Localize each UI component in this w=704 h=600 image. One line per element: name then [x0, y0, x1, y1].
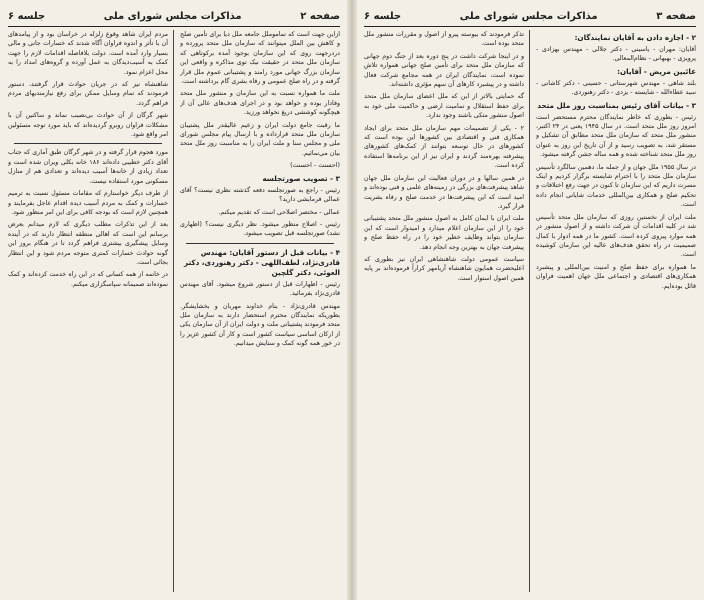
- session-number: جلسه ۶: [364, 10, 402, 22]
- section-heading: ۳ - بیانات آقای رئیس بمناسبت روز ملل متحد: [537, 100, 696, 110]
- paragraph: ملت ما همواره نسبت به این سازمان و منشور ملل متحد وفادار بوده و خواهد بود و در اجرای هدف‌های عالی آن از هیچگونه کوششی دریغ نخواهد ورزید.: [180, 90, 340, 117]
- paragraph: ما رقبت جامع دولت ایران و زعیم عالیقدر ملل پشتیبان سازمان ملل متحد قرارداده و با ارسال پیام مجلس شورای ملی و مجلس سنا و ملت ایران را به مناسبت روز ملل متحد بیان می‌نمائیم.: [180, 121, 340, 157]
- paragraph: سیاست عمومی دولت شاهنشاهی ایران نیز بطوری که اعلیحضرت همایون شاهنشاه آریامهر کراراً فرموده‌اند بر پایه همین اصول استوار است.: [364, 255, 524, 282]
- section-heading: ۴ - بیانات قبل از دستور آقایان: مهندس قادری‌نژاد، لطف‌اللهی - دکتر رهنوردی، دکتر العوئی، دکتر گلچین: [184, 247, 340, 277]
- session-number: جلسه ۶: [8, 10, 46, 22]
- paragraph: از طرف دیگر خواستارم که مقامات مسئول نسبت به ترمیم خسارات و کمک به مردم آسیب دیده اقدام عاجل بفرمایند و همچنین لازم است که بودجه کافی برای این امر منظور شود.: [8, 190, 168, 216]
- paragraph: بلند شاهی - مهندس شهرستانی - حسینی - دکتر کاشانی - سید عطاء‌الله - شایسته - یزدی - دکتر رهنوردی.: [536, 79, 696, 97]
- section-heading: ۳ - تصویب صورتجلسه: [262, 173, 340, 183]
- paragraph: ملت ایران از نخستین روزی که سازمان ملل متحد تأسیس شد در کلیه اقدامات آن شرکت داشته و از اصول منشور در همه موارد پیروی کرده است. کشور ما در همه ادوار با کمال صمیمیت در راه تحقق هدف‌های عالیه این سازمان کوشیده است.: [536, 213, 696, 259]
- page-number: صفحه ۲: [300, 10, 340, 22]
- paragraph: آقایان: مهران - یاسینی - دکتر جلالی - مهندس بهزادی - پرویزی - بهبهانی - نظام‌المعالی.: [536, 46, 696, 63]
- paragraph: و در اینجا شرکت داشت در پنج دوره بعد از جنگ دوم جهانی که سازمان ملل متحد برای تأمین صلح جهانی همواره تلاش نموده است، نمایندگان ایران در همه مجامع شرکت فعال داشته و در پیشبرد کارهای آن سهم مؤثری داشته‌اند.: [364, 52, 524, 89]
- section-heading: غائبین مریض - آقایان:: [617, 66, 696, 76]
- page-header: [8, 6, 340, 27]
- paragraph: شهر گرگان از آن حوادث بی‌نصیب نماند و ساکنین آن با مشکلات فراوان روبرو گردیده‌اند که باید مورد توجه مسئولین امر واقع شود.: [8, 112, 168, 139]
- paragraph: ازاین جهت است که تماموملل جامعه ملل دیا برای تأمین صلح و کاهش بین الملل میتوانند که سازمان ملل متحد پرورده و دردرجهت روی که این سازمان بوجود آمده برکوتاهی که سازمان ملل متحد در حقیقت نیک توی مذاکره و واقعی این سازمان بزرگ جهانی مورد رامند و پشتیبانی عموم ملل قرار گرفته و در راه صلح عمومی و رفاه بشری گام برداشته است.: [180, 31, 340, 86]
- paragraph: در همین سالها و در دوران فعالیت این سازمان ملل جهان شاهد پیشرفت‌های بزرگی در زمینه‌های علمی و فنی بوده‌اند و امید است که این پیشرفت‌ها در خدمت صلح و رفاه بشریت قرار گیرد.: [364, 174, 524, 210]
- text-column-left: [8, 30, 168, 592]
- paragraph: ما همواره برای حفظ صلح و امنیت بین‌المللی و پیشبرد همکاری‌های اقتصادی و اجتماعی ملل جهان اهمیت فراوان قائل بوده‌ایم.: [536, 263, 696, 290]
- page-header: [364, 6, 696, 27]
- paragraph: ۲ - یکی از تصمیمات مهم سازمان ملل متحد برای ایجاد همکاری فنی و اقتصادی بین کشورها این بوده است که کشورهای در حال توسعه بتوانند از کمک‌های کشورهای پیشرفته بهره‌مند گردند و ایران نیز از این برنامه‌ها استفاده کرده است.: [364, 124, 524, 170]
- paragraph: در سال ۱۹۵۵ ملل جهان و از جمله ما، دهمین سالگرد تأسیس سازمان ملل متحد را با احترام شایسته برگزار کردیم و اینک مسرت داریم که این سازمان تا کنون در جهت رفع اختلافات و تحکیم صلح و همکاری بین‌المللی خدمات شایانی انجام داده است.: [536, 163, 696, 209]
- column-divider: [173, 30, 174, 592]
- paragraph: شاهنشاه نیز که در جریان حوادث قرار گرفتند، دستور فرمودند که تمام وسایل ممکن برای رفع نیازمندیهای مردم فراهم گردد.: [8, 81, 168, 107]
- paragraph: عمالی - مختصر اصلاحی است که تقدیم میکنم.: [218, 208, 340, 216]
- paragraph: (احسنت - احسنت): [290, 162, 340, 170]
- paragraph: مورد هجوم قرار گرفته و در شهر گرگان طبق آماری که جناب آقای دکتر خطیبی داده‌اند ۱۸۶ خانه بکلی ویران شده است و تعداد زیادی از خانه‌ها آسیب دیده‌اند و تعدادی هم از منازل مسکونی مورد استفاده نیست.: [8, 149, 168, 185]
- right-page: [356, 0, 704, 600]
- paragraph: تذکر فرمودند که بیوسته پیرو از اصول و مقررات منشور ملل متحد بوده است.: [364, 31, 524, 48]
- section-heading: ۲ - اجازه دادن به آقایان نمایندگان:: [574, 33, 696, 42]
- column-divider: [529, 30, 530, 592]
- text-column-right: [180, 30, 340, 592]
- paragraph: ملت ایران با ایمان کامل به اصول منشور ملل متحد پشتیبانی خود را از این سازمان اعلام میدارد و امیدوار است که این سازمان بتواند وظایف خطیر خود را در راه حفظ صلح و پیشرفت جهان به بهترین وجه انجام دهد.: [364, 215, 524, 251]
- paragraph: رئیس - اصلاح منظور میشود. نظر دیگری نیست؟ (اظهاری نشد) صورتجلسه قبل تصویب میشود.: [180, 220, 340, 238]
- paragraph: رئیس - بطوری که خاطر نمایندگان محترم مستحضر است امروز روز ملل متحد است. در سال ۱۹۴۵ یعنی در ۲۴ اکتبر، منشور ملل متحد که سازمان ملل متحد مطابق آن تشکیل و مستقر شد، به تصویب رسید و از آن تاریخ این روز به عنوان روز ملل متحد شناخته شده و همه ساله جشن گرفته میشود.: [536, 113, 696, 159]
- paragraph: بعد از این تذکرات مطلب دیگری که لازم میدانم بعرض برسانم این است که اهالی منطقه انتظار دارند که در آینده وسایل پیشگیری بیشتری فراهم گردد تا در هنگام بروز این گونه حوادث خسارات کمتری متوجه مردم شود و این انتظار بجائی است.: [8, 221, 168, 266]
- page-number: صفحه ۳: [656, 10, 696, 22]
- publication-title: مذاکرات مجلس شورای ملی: [103, 10, 242, 22]
- text-column-left: [364, 30, 524, 592]
- paragraph: گه حمایتی بالاتر از این که ملل اعضای سازمان ملل متحد برای حفظ استقلال و تمامیت ارضی و حاکمیت ملی خود به اصول منشور متکی باشند وجود ندارد.: [364, 93, 524, 120]
- text-column-right: [536, 30, 696, 592]
- left-page: [0, 0, 348, 600]
- paragraph: مهندس قادری‌نژاد - بنام خداوند مهربان و بخشایشگر. بطوریکه نمایندگان محترم استحضار دارند به سازمان ملل متحد فرمودند پشتیبانی ملت و دولت ایران از آن سازمان یکی از ارکان اساسی سیاست کشور است و کار آن کشور عزیز را در خور همه گونه کمک و ستایش میدانیم.: [180, 302, 340, 348]
- section-separator: [14, 143, 162, 144]
- paragraph: رئیس - راجع به صورتجلسه دفعه گذشته نظری نیست؟ آقای عمالی فرمایشی دارید؟: [180, 186, 340, 204]
- publication-title: مذاکرات مجلس شورای ملی: [459, 10, 598, 22]
- paragraph: مردم ایران شاهد وقوع زلزله در خراسان بود و از پیامدهای آن با تأثر و اندوه فراوان آگاه شدند که خسارات جانی و مالی بسیار وارد آمده است. دولت بلافاصله اقدامات لازم را جهت کمک به آسیب‌دیدگان به عمل آورده و گروه‌های امداد را به محل اعزام نمود.: [8, 31, 168, 76]
- paragraph: در خاتمه از همه کسانی که در این راه خدمت کرده‌اند و کمک نموده‌اند صمیمانه سپاسگزاری میکنم.: [8, 271, 168, 288]
- paragraph: رئیس - اظهارات قبل از دستور شروع میشود. آقای مهندس قادری‌نژاد بفرمائید.: [180, 280, 340, 298]
- section-separator: [186, 243, 334, 244]
